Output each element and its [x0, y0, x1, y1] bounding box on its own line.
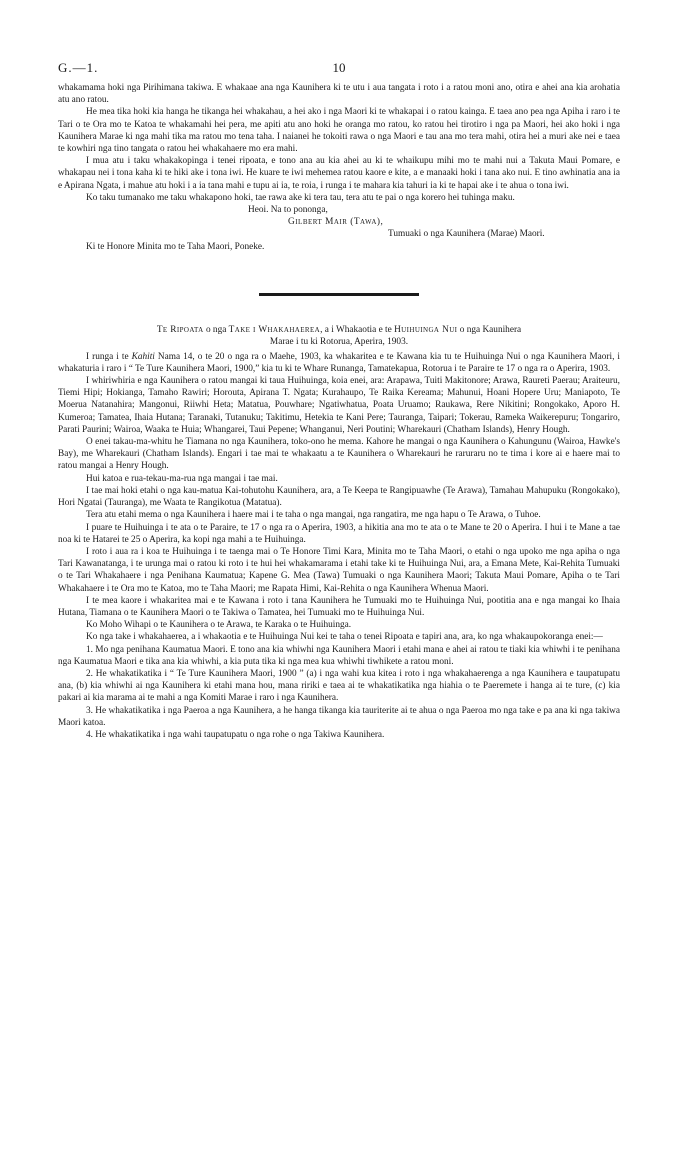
report-paragraph: Hui katoa e rua-tekau-ma-rua nga mangai i tae mai.	[86, 473, 278, 484]
letter-paragraph: Ko taku tumanako me taku whakapono hoki, tae rawa ake ki tera tau, tera atu te pai o nga korero hei tuhinga maku.	[86, 192, 515, 203]
list-item: 3. He whakatikatika i nga Paeroa a nga Kaunihera, a he hanga tikanga kia tauriterite ai te ahua o nga Paeroa mo nga take e pa ana ki nga takiwa Maori katoa.	[58, 705, 620, 728]
section-divider	[259, 293, 419, 296]
document-reference: G.—1.	[58, 60, 99, 75]
letter-paragraph: I mua atu i taku whakakopinga i tenei ripoata, e tono ana au kia ahei au ki te whaikupu mihi mo te mahi nui a Takuta Maui Pomare, e whakapau nei i tona kaha ki te hiki ake i tona iwi. He kuare te iwi mehemea ratou kaore e kite, a e manaaki hoki i tana ako nui. E tino awhinatia ana ia e Apirana Ngata, i mahue atu hoki i a ia tana mahi e tupu ai ia, te roia, i runga i te mahara kia tahuri ia ki te hapai ake i te ahua o tona iwi.	[58, 156, 620, 191]
letter-paragraph: whakamama hoki nga Pirihimana takiwa. E whakaae ana nga Kaunihera ki te utu i aua tangata i roto i a ratou moni ano, otira e ahei ana kia arohatia atu ano ratou.	[58, 83, 620, 106]
report-paragraph: I tae mai hoki etahi o nga kau-matua Kai-tohutohu Kaunihera, ara, a Te Keepa te Rangipuawhe (Te Arawa), Tamahau Mahupuku (Rongokako), Hori Ngatai (Tauranga), me Waata te Rangikotua (Matatua).	[58, 485, 620, 509]
report-paragraph: I whiriwhiria e nga Kaunihera o ratou mangai ki taua Huihuinga, koia enei, ara: Arapawa, Tuiti Makitonore; Arawa, Raureti Paerau; Araiteuru, Tiemi Hipi; Hokianga, Tamaho Rawiri; Horouta, Apirana T. Ngata; Kurahaupo, Te Raika Kereama; Mahunui, Hoani Hopere Uru; Maniapoto, Te Moerua Natanahira; Mangonui, Riiwhi Heta; Matatua, Pouwhare; Ngatiwhatua, Poata Uruamo; Raukawa, Rere Nikitini; Rongokako, Aporo H. Kumeroa; Tamatea, Ihaia Hutana; Taranaki, Tutanuku; Takitimu, Hetekia te Kani Pere; Tauranga, Taipari; Tokerau, Rameka Waikerepuru; Tongariro, Parati Paurini; Wairoa, Waaka te Huia; Whangarei, Taui Pepene; Whanganui, Neri Poutini; Wharekauri (Chatham Islands), Henry Hough.	[58, 376, 620, 435]
list-item: 4. He whakatikatika i nga wahi taupatupatu o nga rohe o nga Takiwa Kaunihera.	[86, 729, 385, 740]
page-number: 10	[332, 60, 346, 75]
signatory-name: Gilbert Mair (Tawa),	[288, 217, 384, 228]
letter-closing: Heoi. Na to pononga,	[248, 205, 328, 216]
report-paragraph: I roto i aua ra i koa te Huihuinga i te taenga mai o Te Honore Timi Kara, Minita mo te Taha Maori, o etahi o nga upoko me nga apiha o nga Tari Kawanatanga, i te urunga mai o ratou ki roto i te hui hei whakamarama i etahi take ki te Huihuinga Nui, ara, a Emana Mete, Kai-Rehita Tumuaki o te Tari Whakahaere i nga Penihana Kaumatua; Kapene G. Mea (Tawa) Tumuaki o nga Kaunihera Maori; Takuta Maui Pomare, Apiha o te Tari Whakahaere i te Ora mo te Katoa, mo te Taha Maori; me Rapata Himi, Kai-Rehita o nga Kaunihera Whenua Maori.	[58, 546, 620, 594]
list-item: 2. He whakatikatika i “ Te Ture Kaunihera Maori, 1900 ” (a) i nga wahi kua kitea i roto i nga whakahaerenga a nga Kaunihera e taupatupatu ana, (b) kia whiwhi ai nga Kaunihera ki etahi mana hou, mana ririki e taea ai te whakatikatika nga hiahia o te Paeremete i hanga ai te ture, (c) kia pakari ai kia marama ai te mahi a nga Komiti Marae i raro i nga Kaunihera.	[58, 668, 620, 704]
document-page	[58, 52, 620, 741]
report-paragraph: O enei takau-ma-whitu he Tiamana no nga Kaunihera, toko-ono he mema. Kahore he mangai o nga Kaunihera o Kahungunu (Wairoa, Hawke's Bay), me Wharekauri (Chatham Islands). Engari i tae mai te whakaatu a te Kaunihera o Wharekauri he raruraru no te tima i kore ai e haere mai to ratou mangai a Henry Hough.	[58, 437, 620, 472]
letter-section	[58, 82, 620, 253]
report-paragraph: I te mea kaore i whakaritea mai e te Kawana i roto i tana Kaunihera he Tumuaki mo te Huihuinga Nui, pootitia ana e nga mangai ko Ihaia Hutana, Tiamana o te Kaunihera Maori o te Takiwa o Tamatea, hei Tumuaki mo te Huihuinga Nui.	[58, 595, 620, 618]
signatory-title: Tumuaki o nga Kaunihera (Marae) Maori.	[388, 229, 545, 240]
report-paragraph: I runga i te Kahiti Nama 14, o te 20 o nga ra o Maehe, 1903, ka whakaritea e te Kawana kia tu te Huihuinga Nui o nga Kaunihera Maori, i whakaturia i raro i “ Te Ture Kaunihera Maori, 1900,” kia tu ki te Whare Runanga, Tamatekapua, Rotorua i te Paraire te 17 o nga ra o Aperira, 1903.	[58, 351, 620, 374]
report-title: Te Ripoata o nga Take i Whakahaerea, a i Whakaotia e te Huihuinga Nui o nga Kaunihera Marae i tu ki Rotorua, Aperira, 1903.	[156, 324, 522, 348]
report-paragraph: Ko Moho Wihapi o te Kaunihera o te Arawa, te Karaka o te Huihuinga.	[86, 620, 352, 631]
report-paragraph: Ko nga take i whakahaerea, a i whakaotia e te Huihuinga Nui kei te taha o tenei Ripoata e tapiri ana, ara, ko nga whakaupokoranga enei:—	[86, 632, 603, 643]
letter-addressee: Ki te Honore Minita mo te Taha Maori, Poneke.	[86, 241, 265, 252]
page-header	[58, 52, 620, 82]
list-item: 1. Mo nga penihana Kaumatua Maori. E tono ana kia whiwhi nga Kaunihera Maori i etahi mana e ahei ai ratou te tiaki kia whiwhi i te penihana nga Kaumatua Maori e tika ana kia whiwhi, a kia puta tika ki nga mea kua whiwhi tiwhikete a ratou moni.	[58, 644, 620, 667]
signature-block	[58, 204, 620, 241]
resolutions-list	[58, 644, 620, 742]
report-section	[58, 324, 620, 741]
report-paragraph: I puare te Huihuinga i te ata o te Paraire, te 17 o nga ra o Aperira, 1903, a hikitia ana mo te ata o te Mane te 20 o Aperira. I hui i te Mane a tae noa ki te Hatarei te 25 o Aperira, ka kopi nga mahi a te Huihuinga.	[58, 522, 620, 545]
letter-paragraph: He mea tika hoki kia hanga he tikanga hei whakahau, a hei ako i nga Maori ki te whakapai i o ratou kainga. E taea ano pea nga Apiha i raro i te Tari o te Ora mo te Katoa te whakamahi hei pera, me apiti atu ano hoki he oranga mo ratou, ko ratou hei tirotiro i nga pa Maori, hei ako hoki i nga Kaunihera Marae ki nga mahi tika ma ratou mo tena taha. I naianei he tokoiti rawa o nga Maori e tau ana mo tera mahi, otira hei a muri ake nei e taea te kowhiri nga tino tangata o ratou hei whakahaere mo era mahi.	[58, 107, 620, 155]
report-paragraph: Tera atu etahi mema o nga Kaunihera i haere mai i te taha o nga mangai, nga rangatira, me nga hapu o Te Arawa, o Tuhoe.	[86, 510, 541, 521]
